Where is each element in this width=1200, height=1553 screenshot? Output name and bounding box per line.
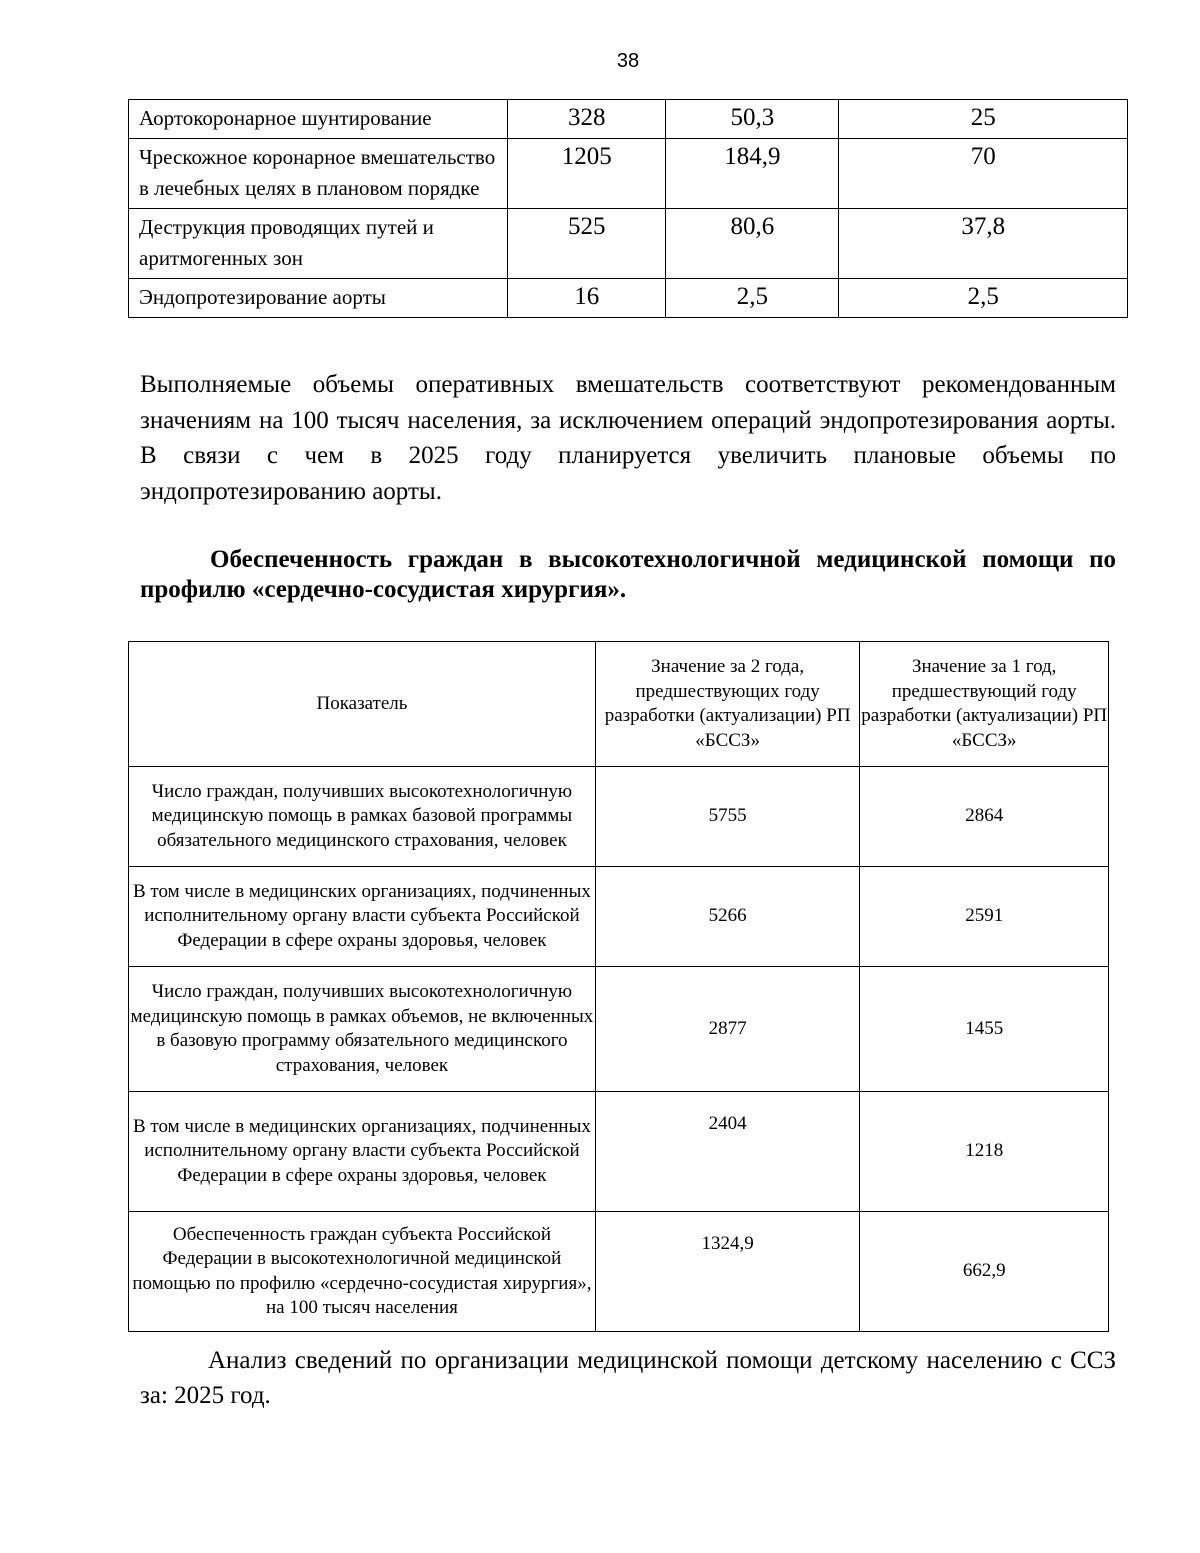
row-label: В том числе в медицинских организациях, подчиненных исполнительному органу власти субъекта Российской Федерации в сфере охраны здоровья, человек — [129, 1092, 596, 1212]
row-label: Чрескожное коронарное вмешательство в лечебных целях в плановом порядке — [129, 139, 508, 209]
row-label: Число граждан, получивших высокотехнологичную медицинскую помощь в рамках объемов, не включенных в базовую программу обязательного медицинского страхования, человек — [129, 967, 596, 1092]
table-row — [129, 1212, 1109, 1332]
table-row — [129, 209, 1128, 279]
value-cell: 1324,9 — [595, 1212, 860, 1332]
value-cell: 1205 — [508, 139, 666, 209]
value-cell: 2877 — [595, 967, 860, 1092]
value-cell: 25 — [839, 100, 1128, 139]
table-row — [129, 139, 1128, 209]
row-label: Аортокоронарное шунтирование — [129, 100, 508, 139]
row-label: Обеспеченность граждан субъекта Российской Федерации в высокотехнологичной медицинской помощью по профилю «сердечно-сосудистая хирургия», на 100 тысяч населения — [129, 1212, 596, 1332]
value-cell: 184,9 — [666, 139, 839, 209]
table-header-row — [129, 642, 1109, 767]
value-cell: 1218 — [860, 1092, 1109, 1212]
value-cell: 5266 — [595, 867, 860, 967]
value-cell: 80,6 — [666, 209, 839, 279]
table-row — [129, 1092, 1109, 1212]
column-header: Значение за 2 года, предшествующих году разработки (актуализации) РП «БССЗ» — [595, 642, 860, 767]
value-cell: 1455 — [860, 967, 1109, 1092]
procedures-table — [128, 99, 1128, 318]
value-cell: 328 — [508, 100, 666, 139]
value-cell: 662,9 — [860, 1212, 1109, 1332]
body-paragraph: Анализ сведений по организации медицинской помощи детскому населению с ССЗ за: 2025 год. — [140, 1347, 1116, 1409]
value-cell: 2591 — [860, 867, 1109, 967]
section-heading: Обеспеченность граждан в высокотехнологичной медицинской помощи по профилю «сердечно-сосудистая хирургия». — [140, 546, 1116, 603]
value-cell: 2864 — [860, 767, 1109, 867]
table-row — [129, 867, 1109, 967]
table-row — [129, 279, 1128, 318]
value-cell: 37,8 — [839, 209, 1128, 279]
value-cell: 50,3 — [666, 100, 839, 139]
table-row — [129, 100, 1128, 139]
value-cell: 525 — [508, 209, 666, 279]
value-cell: 16 — [508, 279, 666, 318]
value-cell: 5755 — [595, 767, 860, 867]
value-cell: 2,5 — [666, 279, 839, 318]
value-cell: 2404 — [595, 1092, 860, 1212]
body-paragraph: Выполняемые объемы оперативных вмешательств соответствуют рекомендованным значениям на 100 тысяч населения, за исключением операций эндопротезирования аорты. В связи с чем в 2025 году планируется увеличить плановые объемы по эндопротезированию аорты. — [140, 371, 1116, 505]
row-label: Число граждан, получивших высокотехнологичную медицинскую помощь в рамках базовой программы обязательного медицинского страхования, человек — [129, 767, 596, 867]
table-row — [129, 967, 1109, 1092]
provision-table — [128, 641, 1109, 1332]
row-label: Эндопротезирование аорты — [129, 279, 508, 318]
table-row — [129, 767, 1109, 867]
row-label: В том числе в медицинских организациях, подчиненных исполнительному органу власти субъекта Российской Федерации в сфере охраны здоровья, человек — [129, 867, 596, 967]
column-header: Показатель — [129, 642, 596, 767]
row-label: Деструкция проводящих путей и аритмогенных зон — [129, 209, 508, 279]
column-header: Значение за 1 год, предшествующий году разработки (актуализации) РП «БССЗ» — [860, 642, 1109, 767]
value-cell: 70 — [839, 139, 1128, 209]
value-cell: 2,5 — [839, 279, 1128, 318]
page-number: 38 — [616, 50, 640, 72]
